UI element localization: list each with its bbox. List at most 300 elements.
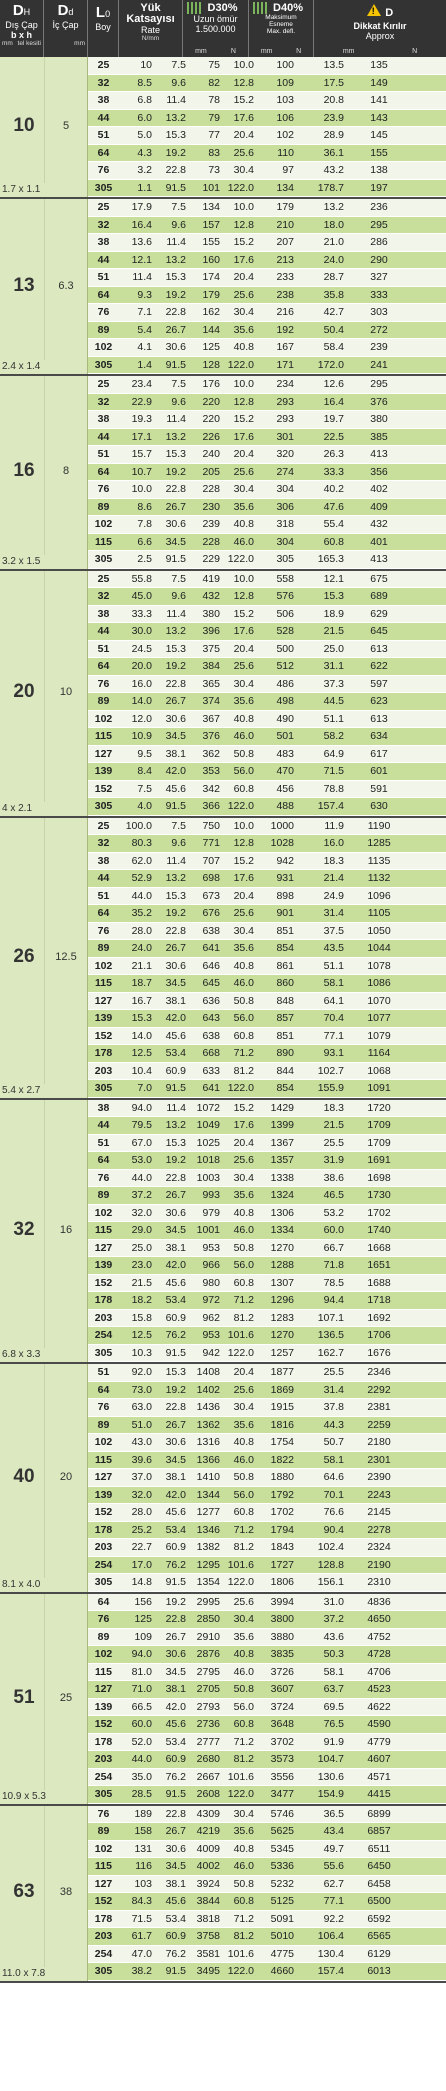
header-wire-section: b x h	[10, 30, 32, 40]
table-cell: 2736	[196, 1718, 220, 1730]
table-cell: 79.5	[131, 1119, 152, 1131]
table-cell: 30.6	[165, 1842, 186, 1855]
table-row	[88, 1574, 446, 1592]
table-cell: 220	[202, 413, 220, 425]
table-cell: 110	[277, 146, 294, 159]
table-cell: 12.6	[323, 378, 344, 390]
table-cell: 11.9	[324, 819, 344, 832]
table-cell: 2705	[196, 1683, 220, 1695]
table-cell: 898	[276, 889, 294, 902]
table-cell: 3994	[270, 1595, 294, 1608]
table-cell: 122.0	[227, 1788, 254, 1800]
table-cell: 15.2	[233, 94, 254, 106]
table-cell: 30.4	[233, 1171, 254, 1184]
table-cell: 376	[370, 395, 388, 408]
table-cell: 1692	[367, 1311, 391, 1324]
size-group	[0, 1806, 446, 1983]
table-cell: 9.6	[171, 590, 186, 602]
table-cell: 37.0	[131, 1471, 152, 1483]
table-cell: 1877	[270, 1366, 294, 1378]
table-cell: 91.5	[165, 1788, 186, 1800]
table-cell: 25	[97, 201, 110, 213]
table-cell: 76	[97, 483, 110, 495]
table-cell: 64.6	[323, 1471, 344, 1483]
table-cell: 165.3	[317, 553, 344, 565]
table-cell: 1698	[367, 1171, 391, 1184]
table-cell: 1049	[196, 1119, 220, 1131]
table-cell: 32	[97, 837, 110, 849]
table-cell: 486	[276, 677, 294, 690]
table-cell: 139	[94, 1488, 113, 1501]
group-dimensions	[0, 1594, 88, 1804]
table-row	[88, 853, 446, 871]
inner-diameter-value: 25	[59, 1691, 73, 1704]
group-rows	[88, 1100, 446, 1363]
table-cell: 1078	[367, 959, 391, 972]
table-cell: 13.5	[323, 59, 344, 71]
table-cell: 286	[370, 236, 388, 248]
table-cell: 304	[276, 535, 294, 548]
table-cell: 77.1	[323, 1029, 344, 1042]
table-cell: 19.2	[165, 660, 186, 672]
table-cell: 61.7	[131, 1930, 152, 1942]
table-row	[88, 1028, 446, 1046]
table-cell: 62.0	[131, 854, 152, 867]
table-cell: 2667	[196, 1770, 220, 1783]
table-cell: 306	[276, 500, 294, 513]
table-cell: 56.0	[233, 1259, 254, 1271]
table-cell: 2278	[367, 1523, 391, 1536]
table-cell: 15.3	[165, 271, 186, 283]
table-cell: 35.6	[233, 500, 254, 513]
table-cell: 22.8	[165, 164, 186, 176]
table-cell: 1822	[270, 1453, 294, 1466]
table-cell: 290	[370, 253, 388, 266]
table-cell: 51	[97, 889, 110, 902]
table-cell: 13.2	[165, 625, 186, 637]
table-cell: 49.7	[323, 1842, 344, 1855]
table-row	[88, 676, 446, 694]
table-cell: 51	[97, 271, 110, 283]
table-cell: 7.5	[171, 378, 186, 390]
table-cell: 39.6	[131, 1453, 152, 1466]
table-cell: 238	[276, 288, 294, 301]
table-cell: 19.3	[131, 413, 152, 425]
table-cell: 2.5	[137, 553, 152, 565]
table-cell: 78	[208, 94, 220, 106]
table-cell: 47.6	[323, 500, 344, 513]
table-cell: 76	[97, 1613, 110, 1625]
table-cell: 1.4	[137, 358, 152, 371]
table-cell: 4219	[196, 1825, 220, 1837]
table-cell: 46.0	[233, 1224, 254, 1236]
table-cell: 127	[94, 747, 113, 760]
table-cell: 145	[370, 129, 388, 141]
table-cell: 305	[94, 1082, 113, 1094]
table-cell: 64	[97, 1154, 110, 1166]
table-cell: 35.8	[323, 288, 344, 301]
table-row	[88, 1080, 446, 1098]
table-cell: 81.2	[233, 1753, 254, 1765]
header-d30: D30% Uzun ömür 1.500.000 mm N	[183, 0, 249, 57]
table-cell: 7.1	[137, 306, 152, 318]
table-cell: 2324	[367, 1541, 391, 1553]
table-cell: 6.0	[137, 111, 152, 124]
table-cell: 45.6	[165, 1895, 186, 1907]
table-cell: 2145	[367, 1506, 391, 1518]
table-cell: 22.8	[165, 677, 186, 690]
table-cell: 89	[97, 1825, 110, 1837]
table-cell: 42.0	[165, 1700, 186, 1713]
table-cell: 20.0	[131, 660, 152, 672]
table-cell: 597	[370, 677, 388, 690]
table-cell: 40.8	[233, 1842, 254, 1855]
table-cell: 60.9	[165, 1930, 186, 1942]
table-cell: 115	[95, 1224, 112, 1236]
table-cell: 10.0	[131, 483, 152, 495]
table-cell: 31.4	[323, 907, 344, 919]
table-cell: 76.2	[165, 1947, 186, 1960]
table-row	[88, 1222, 446, 1240]
table-cell: 102	[276, 129, 294, 141]
table-cell: 35.6	[233, 323, 254, 336]
table-row	[88, 888, 446, 906]
table-cell: 26.7	[165, 500, 186, 513]
table-cell: 591	[370, 782, 388, 795]
wire-section-value: 3.2 x 1.5	[2, 555, 41, 567]
table-cell: 356	[370, 465, 388, 478]
table-cell: 901	[276, 907, 294, 919]
table-row	[88, 975, 446, 993]
table-cell: 97	[282, 164, 294, 176]
table-cell: 106.4	[317, 1930, 344, 1942]
table-row	[88, 1664, 446, 1682]
table-cell: 9.6	[171, 218, 186, 231]
table-cell: 38	[97, 1101, 110, 1114]
table-cell: 76.2	[165, 1558, 186, 1571]
table-cell: 7.5	[137, 782, 152, 795]
table-cell: 89	[97, 323, 110, 336]
table-cell: 17.6	[233, 625, 254, 637]
header-d-break: ! D Dikkat Kırılır Approx mm N	[342, 6, 418, 55]
table-cell: 53.4	[165, 1735, 186, 1748]
table-cell: 17.6	[233, 1119, 254, 1131]
table-cell: 305	[94, 800, 113, 812]
table-cell: 28.9	[323, 129, 344, 141]
table-cell: 1105	[367, 907, 391, 919]
table-cell: 1354	[196, 1576, 220, 1588]
table-cell: 254	[94, 1770, 113, 1783]
group-rows	[88, 1806, 446, 1981]
table-cell: 101.6	[227, 1329, 254, 1341]
table-cell: 25.5	[323, 1136, 344, 1149]
size-group	[0, 1594, 446, 1806]
table-cell: 295	[370, 218, 388, 231]
table-cell: 470	[276, 765, 294, 777]
table-cell: 643	[202, 1012, 220, 1024]
table-cell: 10.9	[131, 730, 152, 742]
table-cell: 216	[276, 306, 294, 318]
table-cell: 274	[276, 465, 294, 478]
table-row	[88, 1786, 446, 1804]
warning-icon: !	[367, 4, 381, 16]
table-cell: 91.5	[165, 553, 186, 565]
table-cell: 38.1	[165, 1471, 186, 1483]
table-row	[88, 958, 446, 976]
table-cell: 122.0	[227, 1346, 254, 1359]
outer-diameter-value: 13	[13, 274, 35, 296]
table-cell: 305	[276, 553, 294, 565]
table-cell: 76	[97, 924, 110, 937]
table-cell: 189	[134, 1807, 152, 1820]
table-cell: 1164	[367, 1047, 391, 1059]
table-cell: 293	[276, 395, 294, 408]
table-cell: 1068	[367, 1064, 391, 1077]
size-group	[0, 376, 446, 571]
table-cell: 3844	[196, 1895, 220, 1907]
table-cell: 155.9	[317, 1082, 344, 1094]
table-cell: 1651	[367, 1259, 391, 1271]
table-cell: 17.6	[233, 430, 254, 443]
table-cell: 77	[208, 129, 220, 141]
table-cell: 675	[370, 572, 388, 585]
table-cell: 115	[95, 977, 112, 989]
table-cell: 2995	[196, 1595, 220, 1608]
table-cell: 51.0	[131, 1418, 152, 1431]
table-cell: 38.1	[165, 994, 186, 1007]
table-row	[88, 1240, 446, 1258]
table-cell: 127	[94, 994, 113, 1007]
table-cell: 63.0	[131, 1401, 152, 1413]
table-cell: 81.2	[233, 1541, 254, 1553]
table-cell: 45.6	[165, 1718, 186, 1730]
wire-section-value: 11.0 x 7.8	[2, 1967, 46, 1979]
table-cell: 51	[97, 642, 110, 655]
size-group	[0, 818, 446, 1100]
table-cell: 83	[208, 146, 220, 159]
table-row	[88, 287, 446, 305]
table-cell: 47.0	[131, 1947, 152, 1960]
table-cell: 17.6	[233, 872, 254, 884]
table-cell: 1816	[270, 1418, 294, 1431]
table-cell: 22.8	[165, 1807, 186, 1820]
table-cell: 2292	[367, 1383, 391, 1396]
table-cell: 6592	[367, 1912, 391, 1925]
table-cell: 25	[97, 572, 110, 585]
table-cell: 89	[97, 942, 110, 954]
table-cell: 44.5	[323, 695, 344, 707]
table-cell: 22.8	[165, 1613, 186, 1625]
table-cell: 6.8	[137, 94, 152, 106]
table-cell: 30.4	[233, 164, 254, 176]
table-cell: 91.5	[165, 1082, 186, 1094]
table-cell: 172.0	[317, 358, 344, 371]
table-cell: 67.0	[131, 1136, 152, 1149]
table-cell: 149	[370, 76, 388, 89]
table-cell: 19.2	[165, 1154, 186, 1166]
table-cell: 79	[208, 111, 220, 124]
table-cell: 44.0	[131, 1171, 152, 1184]
table-cell: 55.8	[131, 572, 152, 585]
table-cell: 1367	[270, 1136, 294, 1149]
table-cell: 30.4	[233, 306, 254, 318]
table-cell: 617	[370, 747, 388, 760]
table-cell: 38	[97, 236, 110, 248]
table-cell: 3880	[270, 1630, 294, 1643]
table-cell: 305	[94, 181, 113, 194]
table-cell: 11.4	[166, 236, 186, 248]
table-cell: 13.2	[165, 111, 186, 124]
wire-section-value: 6.8 x 3.3	[2, 1349, 41, 1360]
table-cell: 40.8	[233, 1648, 254, 1660]
table-cell: 7.8	[137, 518, 152, 530]
table-cell: 53.4	[165, 1294, 186, 1306]
inner-diameter-value: 16	[59, 1223, 73, 1236]
table-cell: 26.7	[165, 942, 186, 954]
table-cell: 3477	[270, 1788, 294, 1800]
table-cell: 50.8	[233, 1471, 254, 1483]
table-cell: 1718	[367, 1294, 391, 1306]
table-cell: 4728	[367, 1648, 391, 1660]
table-row	[88, 1382, 446, 1400]
table-cell: 19.2	[165, 146, 186, 159]
table-cell: 23.4	[131, 378, 152, 390]
table-row	[88, 1734, 446, 1752]
table-cell: 3495	[196, 1965, 220, 1977]
table-cell: 152	[94, 1506, 113, 1518]
table-cell: 14.0	[131, 1029, 152, 1042]
group-rows	[88, 199, 446, 374]
table-row	[88, 781, 446, 799]
table-cell: 22.8	[165, 1401, 186, 1413]
table-cell: 15.3	[165, 1366, 186, 1378]
table-row	[88, 588, 446, 606]
outer-diameter-value: 51	[13, 1686, 35, 1708]
table-cell: 31.0	[323, 1595, 344, 1608]
table-cell: 12.1	[131, 253, 152, 266]
table-cell: 19.2	[165, 465, 186, 478]
table-cell: 17.9	[131, 201, 152, 213]
table-row	[88, 905, 446, 923]
table-cell: 139	[94, 1259, 113, 1271]
table-cell: 94.4	[323, 1294, 344, 1306]
table-cell: 35.0	[131, 1770, 152, 1783]
table-cell: 11.4	[166, 854, 186, 867]
inner-diameter-value: 8	[62, 465, 70, 478]
table-cell: 17.0	[131, 1558, 152, 1571]
table-cell: 53.4	[165, 1912, 186, 1925]
table-cell: 4571	[367, 1770, 391, 1783]
table-cell: 11.4	[166, 94, 186, 106]
table-cell: 1346	[196, 1523, 220, 1536]
table-cell: 4009	[196, 1842, 220, 1855]
table-cell: 6500	[367, 1895, 391, 1907]
table-cell: 1306	[270, 1206, 294, 1219]
table-cell: 89	[97, 1418, 110, 1431]
table-cell: 13.2	[165, 1119, 186, 1131]
table-cell: 376	[202, 730, 220, 742]
table-cell: 28.0	[131, 924, 152, 937]
table-row	[88, 304, 446, 322]
table-cell: 498	[276, 695, 294, 707]
table-cell: 668	[202, 1047, 220, 1059]
group-dimensions	[0, 199, 88, 374]
table-row	[88, 1010, 446, 1028]
table-row	[88, 1452, 446, 1470]
table-cell: 156.1	[317, 1576, 344, 1588]
table-cell: 46.0	[233, 1665, 254, 1678]
table-cell: 115	[95, 730, 112, 742]
table-cell: 15.3	[165, 1136, 186, 1149]
table-cell: 40.8	[233, 341, 254, 353]
table-cell: 22.7	[131, 1541, 152, 1553]
table-cell: 44.3	[323, 1418, 344, 1431]
table-cell: 50.3	[323, 1648, 344, 1660]
table-cell: 25.6	[233, 1154, 254, 1166]
table-cell: 115	[95, 1665, 112, 1678]
table-row	[88, 1292, 446, 1310]
table-cell: 10.0	[233, 59, 254, 71]
table-cell: 19.2	[165, 907, 186, 919]
table-cell: 76	[97, 306, 110, 318]
table-cell: 84.3	[131, 1895, 152, 1907]
table-cell: 673	[202, 889, 220, 902]
table-cell: 9.6	[171, 395, 186, 408]
table-cell: 15.2	[233, 1101, 254, 1114]
table-row	[88, 1911, 446, 1929]
table-cell: 141	[370, 94, 388, 106]
table-cell: 64	[97, 146, 110, 159]
table-cell: 366	[202, 800, 220, 812]
table-cell: 1382	[196, 1541, 220, 1553]
table-cell: 31.4	[323, 1383, 344, 1396]
table-cell: 2793	[196, 1700, 220, 1713]
table-cell: 58.4	[323, 341, 344, 353]
table-cell: 1668	[367, 1241, 391, 1254]
table-cell: 60.9	[165, 1311, 186, 1324]
table-cell: 4650	[367, 1613, 391, 1625]
divider	[44, 376, 45, 555]
table-cell: 14.8	[131, 1576, 152, 1588]
table-cell: 401	[370, 535, 388, 548]
table-cell: 52.0	[131, 1735, 152, 1748]
table-cell: 178	[94, 1735, 113, 1748]
table-cell: 12.8	[233, 76, 254, 89]
table-cell: 60.0	[131, 1718, 152, 1730]
table-cell: 24.5	[131, 642, 152, 655]
table-cell: 10.7	[131, 465, 152, 478]
wire-section-value: 5.4 x 2.7	[2, 1084, 41, 1096]
table-cell: 1295	[196, 1558, 220, 1571]
table-cell: 318	[276, 518, 294, 530]
table-cell: 10.0	[233, 378, 254, 390]
table-row	[88, 658, 446, 676]
table-cell: 34.5	[165, 1453, 186, 1466]
table-cell: 7.0	[137, 1082, 152, 1094]
table-cell: 152	[94, 1029, 113, 1042]
table-cell: 254	[94, 1947, 113, 1960]
table-cell: 30.0	[131, 625, 152, 637]
table-cell: 203	[94, 1930, 113, 1942]
table-cell: 162	[202, 306, 220, 318]
table-cell: 43.0	[131, 1436, 152, 1448]
table-cell: 4309	[196, 1807, 220, 1820]
table-cell: 122.0	[227, 358, 254, 371]
outer-diameter-value: 20	[13, 681, 35, 702]
table-cell: 32.0	[131, 1206, 152, 1219]
table-cell: 21.5	[323, 1119, 344, 1131]
table-cell: 91.9	[323, 1735, 344, 1748]
